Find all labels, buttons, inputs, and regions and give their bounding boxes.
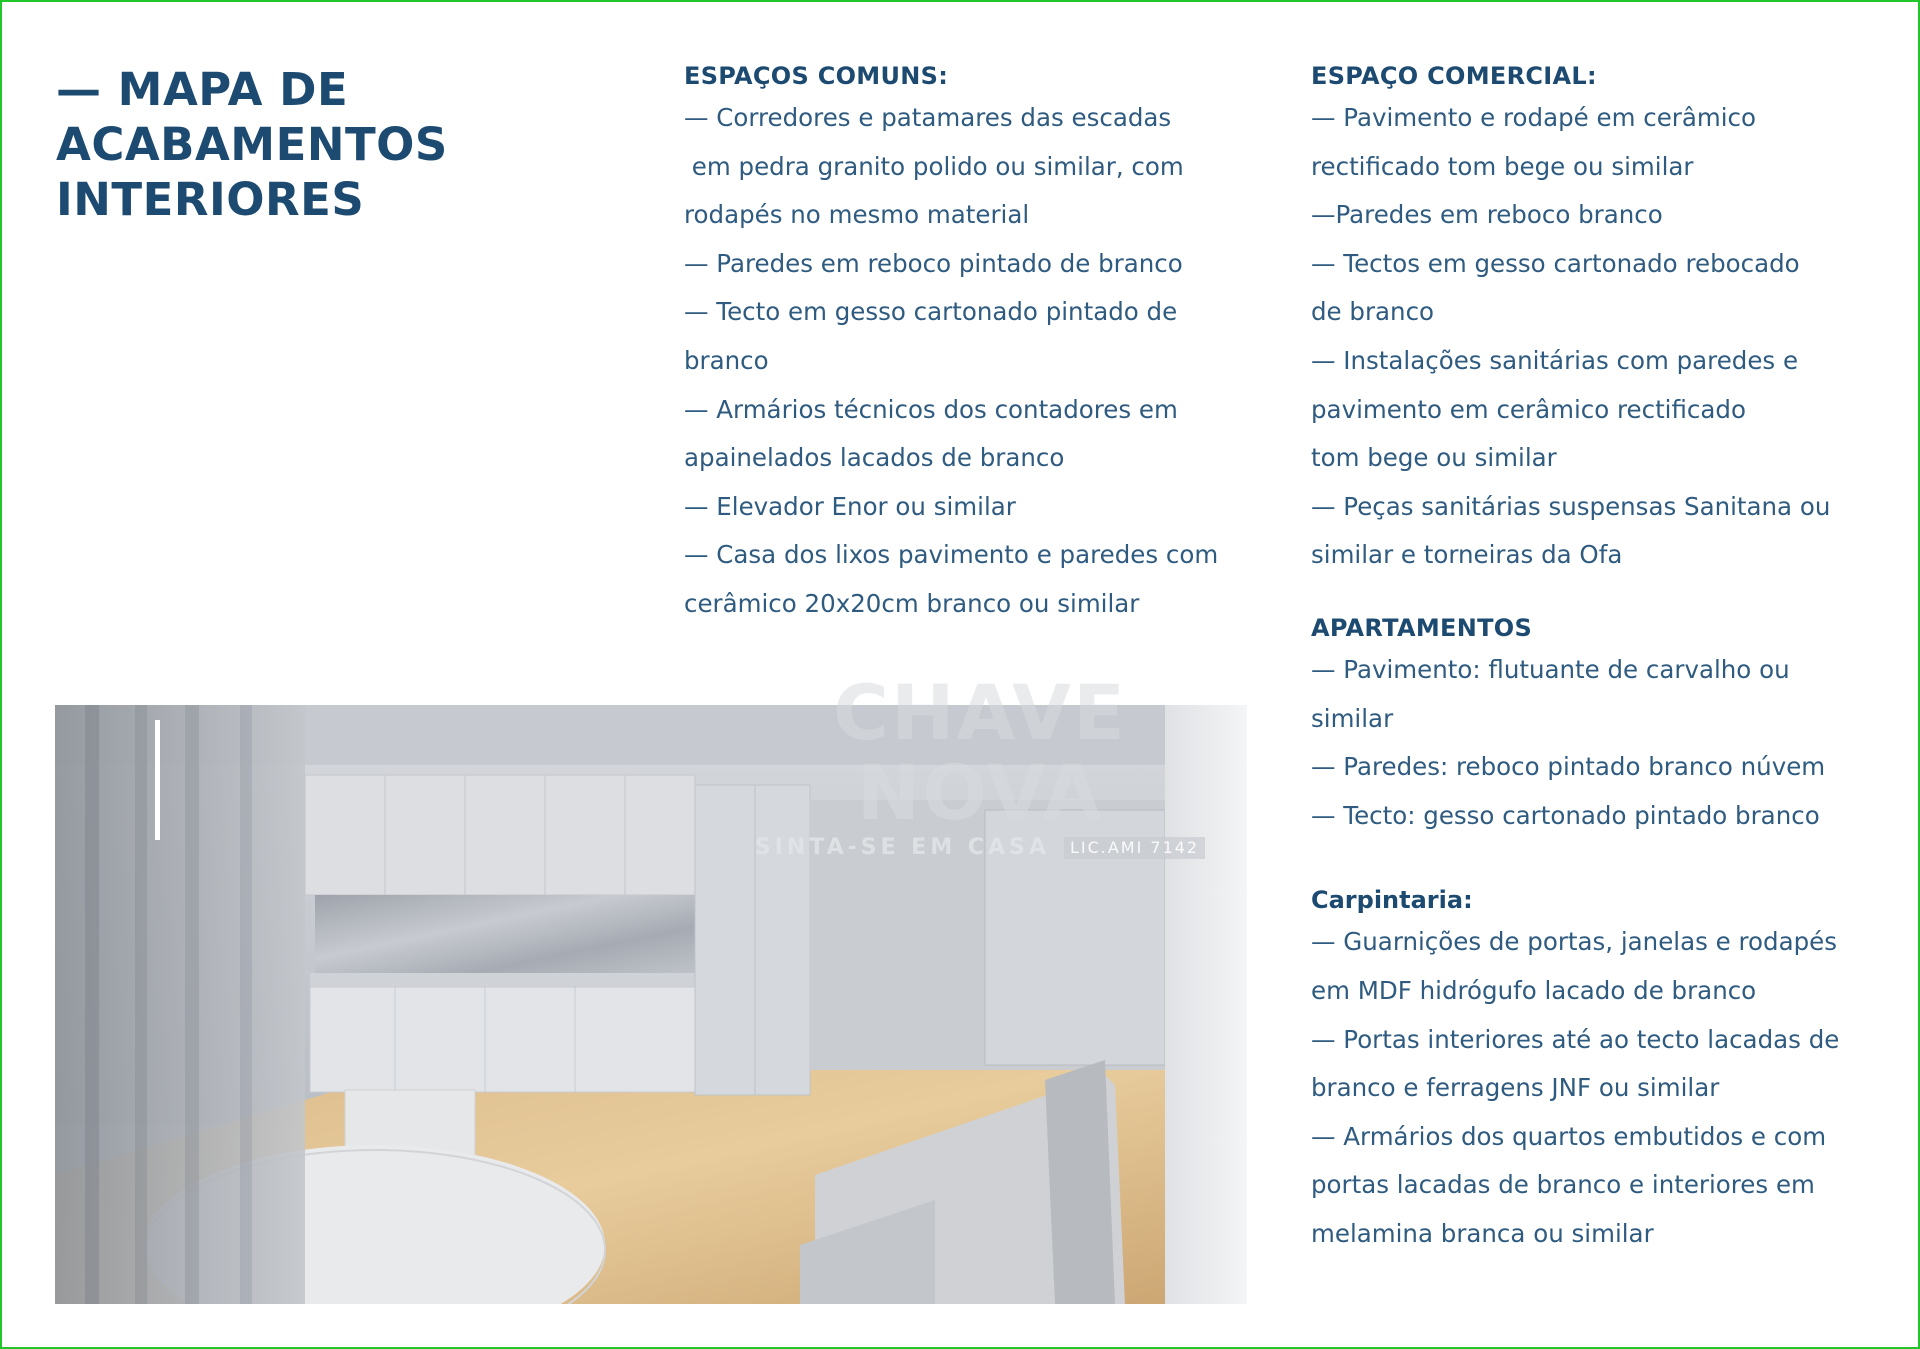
list-line: — Paredes: reboco pintado branco núvem <box>1311 752 1826 782</box>
list-line: em MDF hidrógufo lacado de branco <box>1311 975 1757 1005</box>
list-line: melamina branca ou similar <box>1311 1218 1654 1248</box>
page-title: — MAPA DE ACABAMENTOS INTERIORES <box>56 63 448 226</box>
carpintaria-heading: Carpintaria: <box>1311 886 1473 915</box>
carpintaria-section <box>1311 882 1881 1258</box>
list-line: — Peças sanitárias suspensas Sanitana ou <box>1311 491 1831 521</box>
list-line: — Corredores e patamares das escadas <box>684 103 1172 132</box>
list-line: rodapés no mesmo material <box>684 200 1030 230</box>
list-line: tom bege ou similar <box>1311 443 1557 473</box>
list-line: — Guarnições de portas, janelas e rodapés <box>1311 927 1837 957</box>
list-line: branco e ferragens JNF ou similar <box>1311 1073 1720 1103</box>
section-gap <box>1311 840 1881 882</box>
watermark-license: LIC.AMI 7142 <box>1064 837 1205 859</box>
list-line: branco <box>684 345 769 375</box>
list-line: portas lacadas de branco e interiores em <box>1311 1170 1815 1200</box>
espaco-comercial-section <box>1311 58 1881 580</box>
list-line: pavimento em cerâmico rectificado <box>1311 394 1746 424</box>
list-line: em pedra granito polido ou similar, com <box>684 151 1184 181</box>
list-line: —Paredes em reboco branco <box>1311 200 1663 230</box>
espacos-comuns-heading: ESPAÇOS COMUNS: <box>684 62 949 90</box>
list-line: similar e torneiras da Ofa <box>1311 540 1623 570</box>
list-line: — Pavimento: flutuante de carvalho ou <box>1311 654 1790 684</box>
list-line: — Paredes em reboco pintado de branco <box>684 248 1183 278</box>
espaco-comercial-heading: ESPAÇO COMERCIAL: <box>1311 62 1597 90</box>
list-line: — Pavimento e rodapé em cerâmico <box>1311 103 1756 132</box>
apartamentos-section <box>1311 610 1881 840</box>
list-line: cerâmico 20x20cm branco ou similar <box>684 588 1140 618</box>
list-line: — Elevador Enor ou similar <box>684 491 1016 521</box>
list-line: — Tecto em gesso cartonado pintado de <box>684 297 1178 327</box>
section-gap <box>1311 580 1881 610</box>
list-line: — Casa dos lixos pavimento e paredes com <box>684 540 1219 570</box>
list-line: de branco <box>1311 297 1435 327</box>
list-line: similar <box>1311 703 1394 733</box>
espacos-comuns-section <box>684 58 1254 629</box>
list-line: rectificado tom bege ou similar <box>1311 151 1694 181</box>
list-line: — Tectos em gesso cartonado rebocado <box>1311 248 1800 278</box>
watermark-brand: CHAVE NOVA <box>833 668 1127 837</box>
right-column <box>1311 58 1881 1258</box>
list-line: — Armários técnicos dos contadores em <box>684 394 1178 424</box>
interior-render-image <box>55 705 1247 1304</box>
watermark-tagline: SINTA-SE EM CASA <box>754 835 1050 860</box>
list-line: — Armários dos quartos embutidos e com <box>1311 1121 1827 1151</box>
list-line: apainelados lacados de branco <box>684 443 1065 473</box>
apartamentos-heading: APARTAMENTOS <box>1311 613 1533 642</box>
list-line: — Tecto: gesso cartonado pintado branco <box>1311 800 1820 830</box>
list-line: — Portas interiores até ao tecto lacadas de <box>1311 1024 1840 1054</box>
list-line: — Instalações sanitárias com paredes e <box>1311 345 1799 375</box>
